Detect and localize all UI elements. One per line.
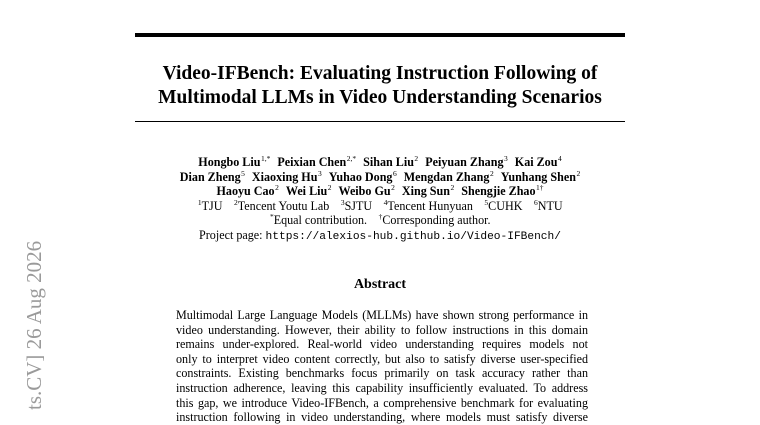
author: Peixian Chen$^{2,*}$ (277, 154, 357, 169)
author: Wei Liu$^2$ (285, 183, 332, 199)
author: Yunhang Shen$^2$ (500, 168, 581, 184)
abstract-line: instruction following in video understanding, where models must satisfy diverse (176, 410, 588, 425)
author: Sihan Liu$^2$ (363, 154, 419, 169)
author: Xing Sun$^2$ (401, 183, 455, 199)
author: Weibo Gu$^2$ (338, 183, 395, 199)
project-page-label: Project page: (199, 227, 263, 242)
affiliation: $^2$Tencent Youtu Lab (234, 197, 330, 213)
affiliation: $^3$SJTU (340, 197, 373, 213)
author: Dian Zheng$^5$ (179, 168, 245, 184)
author-line (80, 184, 680, 199)
affiliation: $^6$NTU (533, 197, 563, 213)
equal-contribution-note: *Equal contribution. (269, 212, 368, 228)
abstract-line: Multimodal Large Language Models (MLLMs) have shown strong performance in (176, 308, 588, 322)
corresponding-author-note: †Corresponding author. (378, 212, 491, 228)
author: Hongbo Liu$^{1,*}$ (198, 154, 271, 169)
paper-title-line-1: Video-IFBench: Evaluating Instruction Following of (162, 63, 598, 84)
abstract-line: this gap, we introduce Video-IFBench, a comprehensive benchmark for evaluating (176, 395, 588, 410)
abstract-line: instruction adherence, leaving this capability insufficiently evaluated. To address (176, 380, 588, 395)
author: Xiaoxing Hu$^3$ (251, 168, 322, 184)
author: Mengdan Zhang$^2$ (403, 168, 494, 184)
author-line (80, 155, 680, 170)
author-block (80, 155, 680, 245)
abstract-line: video understanding. However, their ability to follow instructions in this domain (176, 322, 588, 337)
project-page-line (80, 228, 680, 245)
author-line (80, 170, 680, 185)
author: Kai Zou$^4$ (514, 154, 562, 169)
author: Haoyu Cao$^2$ (216, 183, 279, 199)
author: Yuhao Dong$^6$ (328, 168, 397, 184)
abstract-line: only to interpret video content correctly, but also to satisfy diverse user-specified (176, 351, 588, 366)
abstract-body (176, 308, 588, 425)
project-page-link[interactable]: https://alexios-hub.github.io/Video-IFBench/ (265, 230, 561, 243)
abstract-line: remains under-explored. Real-world video understanding requires models not (176, 337, 588, 352)
affiliation-line (80, 199, 680, 214)
paper-title-line-2: Multimodal LLMs in Video Understanding Scenarios (158, 87, 602, 108)
abstract-heading: Abstract (353, 277, 407, 292)
arxiv-side-stamp: ts.CV] 26 Aug 2026 (22, 240, 46, 410)
title-rule-bottom (135, 121, 625, 122)
title-rule-top (135, 33, 625, 37)
contribution-notes (80, 213, 680, 228)
affiliation: $^4$Tencent Hunyuan (383, 197, 473, 213)
affiliation: $^1$TJU (197, 197, 223, 213)
abstract-line: constraints. Existing benchmarks focus primarily on task accuracy rather than (176, 366, 588, 381)
author: Peiyuan Zhang$^3$ (425, 154, 508, 169)
author: Shengjie Zhao$^{1\dagger}$ (461, 183, 544, 199)
affiliation: $^5$CUHK (484, 197, 523, 213)
